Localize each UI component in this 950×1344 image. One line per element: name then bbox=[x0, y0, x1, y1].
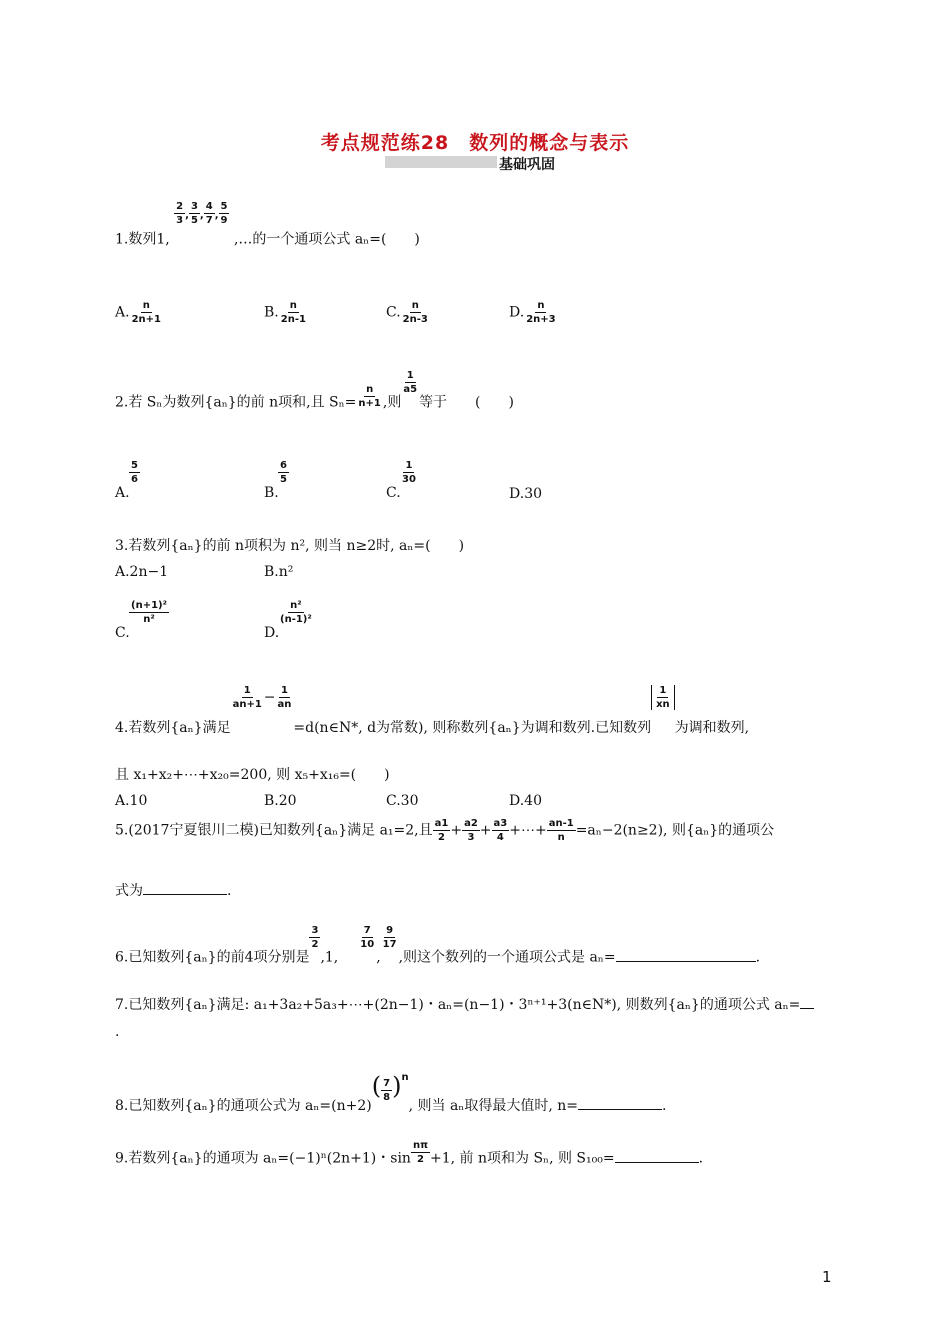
q4-frac-2: $\frac{1}{an}$ bbox=[277, 685, 292, 710]
page-number: 1 bbox=[822, 1268, 832, 1286]
q9-sin-frac: $\frac{n\pi}{2}$ bbox=[412, 1140, 428, 1165]
q4-option-a[interactable]: A.10 bbox=[115, 793, 148, 809]
q2-option-d[interactable]: D.30 bbox=[509, 486, 543, 502]
q4-option-d[interactable]: D.40 bbox=[509, 793, 542, 809]
q1-option-c-frac: $\frac{n}{2n-3}$ bbox=[402, 300, 428, 325]
q3-option-d[interactable]: $\frac{\text{n²}}{\text{(n-1)²}}$ D. bbox=[264, 600, 312, 641]
q3-option-a[interactable]: A.2n−1 bbox=[115, 564, 169, 580]
q1-seq-comma: , bbox=[185, 209, 189, 221]
q4-line2: 且 x₁+x₂+⋯+x₂₀=200, 则 x₅+x₁₆=( ) bbox=[115, 767, 390, 783]
q4-option-c[interactable]: C.30 bbox=[386, 793, 419, 809]
q6-answer-blank[interactable] bbox=[616, 949, 756, 962]
q4-frac-1: $\frac{1}{an+1}$ bbox=[232, 685, 262, 710]
q1-option-d-frac: $\frac{n}{2n+3}$ bbox=[526, 300, 556, 325]
q2-option-a[interactable]: $\frac{5}{6}$ A. bbox=[115, 460, 138, 501]
q1-seq-term: $\frac{4}{7}$ bbox=[205, 201, 213, 226]
q5-term-1: $\frac{a1}{2}$ bbox=[434, 818, 449, 843]
q1-seq-term: $\frac{2}{3}$ bbox=[176, 201, 184, 226]
q9-answer-blank[interactable] bbox=[615, 1150, 699, 1163]
q1-seq-comma: , bbox=[214, 209, 219, 221]
section-bar bbox=[385, 156, 497, 168]
section-heading: 基础巩固 bbox=[499, 157, 555, 173]
question-5: 5.(2017宁夏银川二模)已知数列{aₙ}满足 a₁=2,且 $\frac{a1}{2}$ + $\frac{a2}{3}$ + $\frac{a3}{4}$ +⋯+ $\frac{an-1}{n}$ =aₙ−2(n≥2), 则{aₙ}的通项公 bbox=[115, 818, 775, 843]
q6-term-4: $\frac{9}{17}$ bbox=[382, 925, 397, 950]
question-2: 2.若 Sₙ为数列{aₙ}的前 n项和,且 Sₙ= $\frac{n}{n+1}$ ,则 $\frac{1}{a5}$ 等于 ( ) bbox=[115, 370, 514, 411]
q5-term-3: $\frac{a3}{4}$ bbox=[493, 818, 508, 843]
q1-option-d[interactable]: D. $\frac{n}{2n+3}$ bbox=[509, 300, 556, 325]
q1-seq-comma: , bbox=[199, 209, 204, 221]
question-1 bbox=[115, 201, 420, 252]
q1-option-b-frac: $\frac{n}{2n-1}$ bbox=[280, 300, 306, 325]
q2-option-b[interactable]: $\frac{6}{5}$ B. bbox=[264, 460, 287, 501]
q5-line2: 式为 . bbox=[115, 883, 232, 899]
q2-a5-frac: $\frac{1}{a5}$ bbox=[403, 370, 418, 395]
q3-option-c[interactable]: $\frac{\text{(n+1)²}}{\text{n²}}$ C. bbox=[115, 600, 167, 641]
q1-seq-term: $\frac{5}{9}$ bbox=[220, 201, 228, 226]
q8-answer-blank[interactable] bbox=[578, 1097, 662, 1110]
q1-seq-term: $\frac{3}{5}$ bbox=[190, 201, 198, 226]
question-6: 6.已知数列{aₙ}的前4项分别是 $\frac{3}{2}$ ,1, $\frac{7}{10}$ , $\frac{9}{17}$ ,则这个数列的一个通项公式是 aₙ= . bbox=[115, 925, 761, 966]
q5-term-last: $\frac{an-1}{n}$ bbox=[548, 818, 574, 843]
q5-answer-blank[interactable] bbox=[143, 882, 227, 895]
q6-term-1: $\frac{3}{2}$ bbox=[311, 925, 319, 950]
q1-option-c[interactable]: C. $\frac{n}{2n-3}$ bbox=[386, 300, 428, 325]
q1-option-a[interactable]: A. $\frac{n}{2n+1}$ bbox=[115, 300, 161, 325]
question-8: 8.已知数列{aₙ}的通项公式为 aₙ=(n+2)( $\frac{7}{8}$ )$^n$, 则当 aₙ取得最大值时, n= . bbox=[115, 1072, 667, 1114]
q6-term-3: $\frac{7}{10}$ bbox=[360, 925, 375, 950]
page-title: 考点规范练28 数列的概念与表示 bbox=[320, 132, 630, 154]
question-4: 4.若数列{aₙ}满足 $\frac{1}{an+1}$ − $\frac{1}{an}$ =d(n∈N*, d为常数), 则称数列{aₙ}为调和数列.已知数列 $\frac{1}{xn}$ 为调和数列, bbox=[115, 685, 750, 736]
q8-power: ( $\frac{7}{8}$ )$^n$ bbox=[371, 1072, 409, 1103]
q4-brace-frac: $\frac{1}{xn}$ bbox=[651, 685, 675, 710]
q1-option-a-frac: $\frac{n}{2n+1}$ bbox=[131, 300, 161, 325]
q2-s-frac: $\frac{n}{n+1}$ bbox=[358, 384, 381, 409]
q5-term-2: $\frac{a2}{3}$ bbox=[464, 818, 478, 843]
q1-tail: ,…的一个通项公式 aₙ=( ) bbox=[233, 231, 420, 248]
q7-line2: . bbox=[115, 1024, 120, 1040]
q4-option-b[interactable]: B.20 bbox=[264, 793, 297, 809]
q1-head: 1.数列1, bbox=[115, 231, 170, 248]
question-9: 9.若数列{aₙ}的通项为 aₙ=(−1)ⁿ(2n+1)・sin $\frac{n\pi}{2}$ +1, 前 n项和为 Sₙ, 则 S₁₀₀= . bbox=[115, 1140, 704, 1167]
q2-options bbox=[115, 460, 615, 510]
q7-answer-blank[interactable] bbox=[800, 996, 814, 1009]
q3-option-b[interactable]: B.n² bbox=[264, 564, 294, 580]
q1-sequence bbox=[174, 201, 229, 226]
q2-option-c[interactable]: $\frac{1}{30}$ C. bbox=[386, 460, 416, 501]
question-7: 7.已知数列{aₙ}满足: a₁+3a₂+5a₃+⋯+(2n−1)・aₙ=(n−1)・3ⁿ⁺¹+3(n∈N*), 则数列{aₙ}的通项公式 aₙ= bbox=[115, 994, 814, 1014]
question-3: 3.若数列{aₙ}的前 n项积为 n², 则当 n≥2时, aₙ=( ) bbox=[115, 538, 465, 554]
q1-option-b[interactable]: B. $\frac{n}{2n-1}$ bbox=[264, 300, 306, 325]
